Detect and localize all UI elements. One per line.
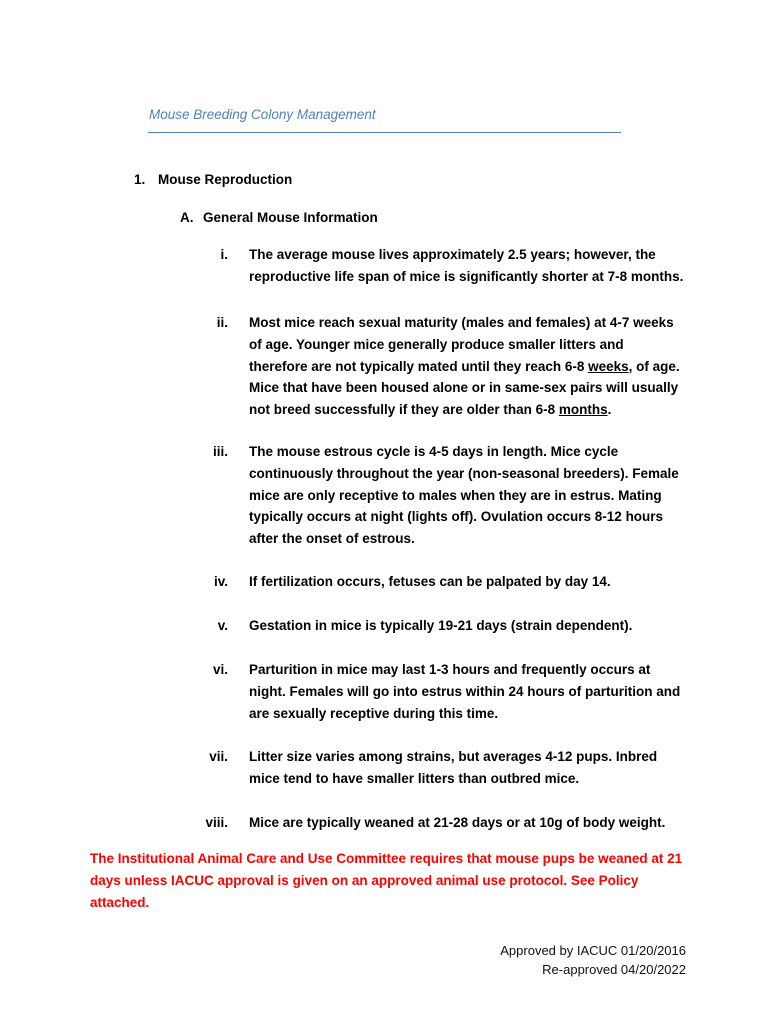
underlined-weeks: weeks bbox=[588, 358, 629, 374]
item-number: viii. bbox=[205, 815, 228, 830]
item-text: Mice are typically weaned at 21-28 days or at 10g of body weight. bbox=[249, 815, 666, 830]
item-number: iv. bbox=[213, 574, 228, 589]
item-text bbox=[249, 312, 684, 421]
subsection-heading bbox=[180, 210, 378, 225]
item-text: The average mouse lives approximately 2.5 years; however, the reproductive life span of mice is significantly shorter at 7-8 months. bbox=[249, 247, 684, 284]
item-text: If fertilization occurs, fetuses can be palpated by day 14. bbox=[249, 574, 611, 589]
item-number: ii. bbox=[216, 315, 228, 330]
item-number: vii. bbox=[209, 749, 228, 764]
item-text: The mouse estrous cycle is 4-5 days in length. Mice cycle continuously throughout the year (non-seasonal breeders). Female mice are only receptive to males when they are in estrus. Mating typically occurs at night (lights off). Ovulation occurs 8-12 hours after the onset of estrous. bbox=[249, 444, 679, 547]
item-text: Parturition in mice may last 1-3 hours and frequently occurs at night. Females will go into estrus within 24 hours of parturition and are sexually receptive during this time. bbox=[249, 662, 681, 721]
document-title: Mouse Breeding Colony Management bbox=[149, 107, 376, 122]
section-number: 1. bbox=[134, 172, 146, 187]
item-text: Gestation in mice is typically 19-21 days (strain dependent). bbox=[249, 618, 633, 633]
item-number: v. bbox=[217, 618, 228, 633]
item-text-part: Most mice reach sexual maturity (males and females) at 4-7 weeks of age. Younger mice generally produce smaller litters and therefore are not typically mated until they reach 6-8 bbox=[249, 315, 674, 374]
item-number: vi. bbox=[212, 662, 228, 677]
reapproved-date: Re-approved 04/20/2022 bbox=[542, 962, 686, 977]
subsection-letter: A. bbox=[180, 210, 194, 225]
section-heading bbox=[134, 172, 292, 187]
policy-notice: The Institutional Animal Care and Use Committee requires that mouse pups be weaned at 21 days unless IACUC approval is given on an approved animal use protocol. See Policy attached. bbox=[90, 851, 683, 910]
item-text-part: . bbox=[607, 402, 612, 418]
item-number: iii. bbox=[212, 444, 228, 459]
underlined-months: months bbox=[558, 402, 608, 418]
section-title: Mouse Reproduction bbox=[158, 172, 293, 187]
subsection-title: General Mouse Information bbox=[203, 210, 378, 225]
approval-block bbox=[500, 941, 686, 979]
item-text-part: , of age. Mice that have been housed alone or in same-sex pairs will usually not breed successfully if they are older than 6-8 bbox=[249, 358, 680, 418]
item-number: i. bbox=[220, 247, 228, 262]
item-text: Litter size varies among strains, but averages 4-12 pups. Inbred mice tend to have smaller litters than outbred mice. bbox=[249, 749, 658, 786]
title-underline-divider bbox=[148, 132, 621, 133]
approved-date: Approved by IACUC 01/20/2016 bbox=[500, 943, 686, 958]
